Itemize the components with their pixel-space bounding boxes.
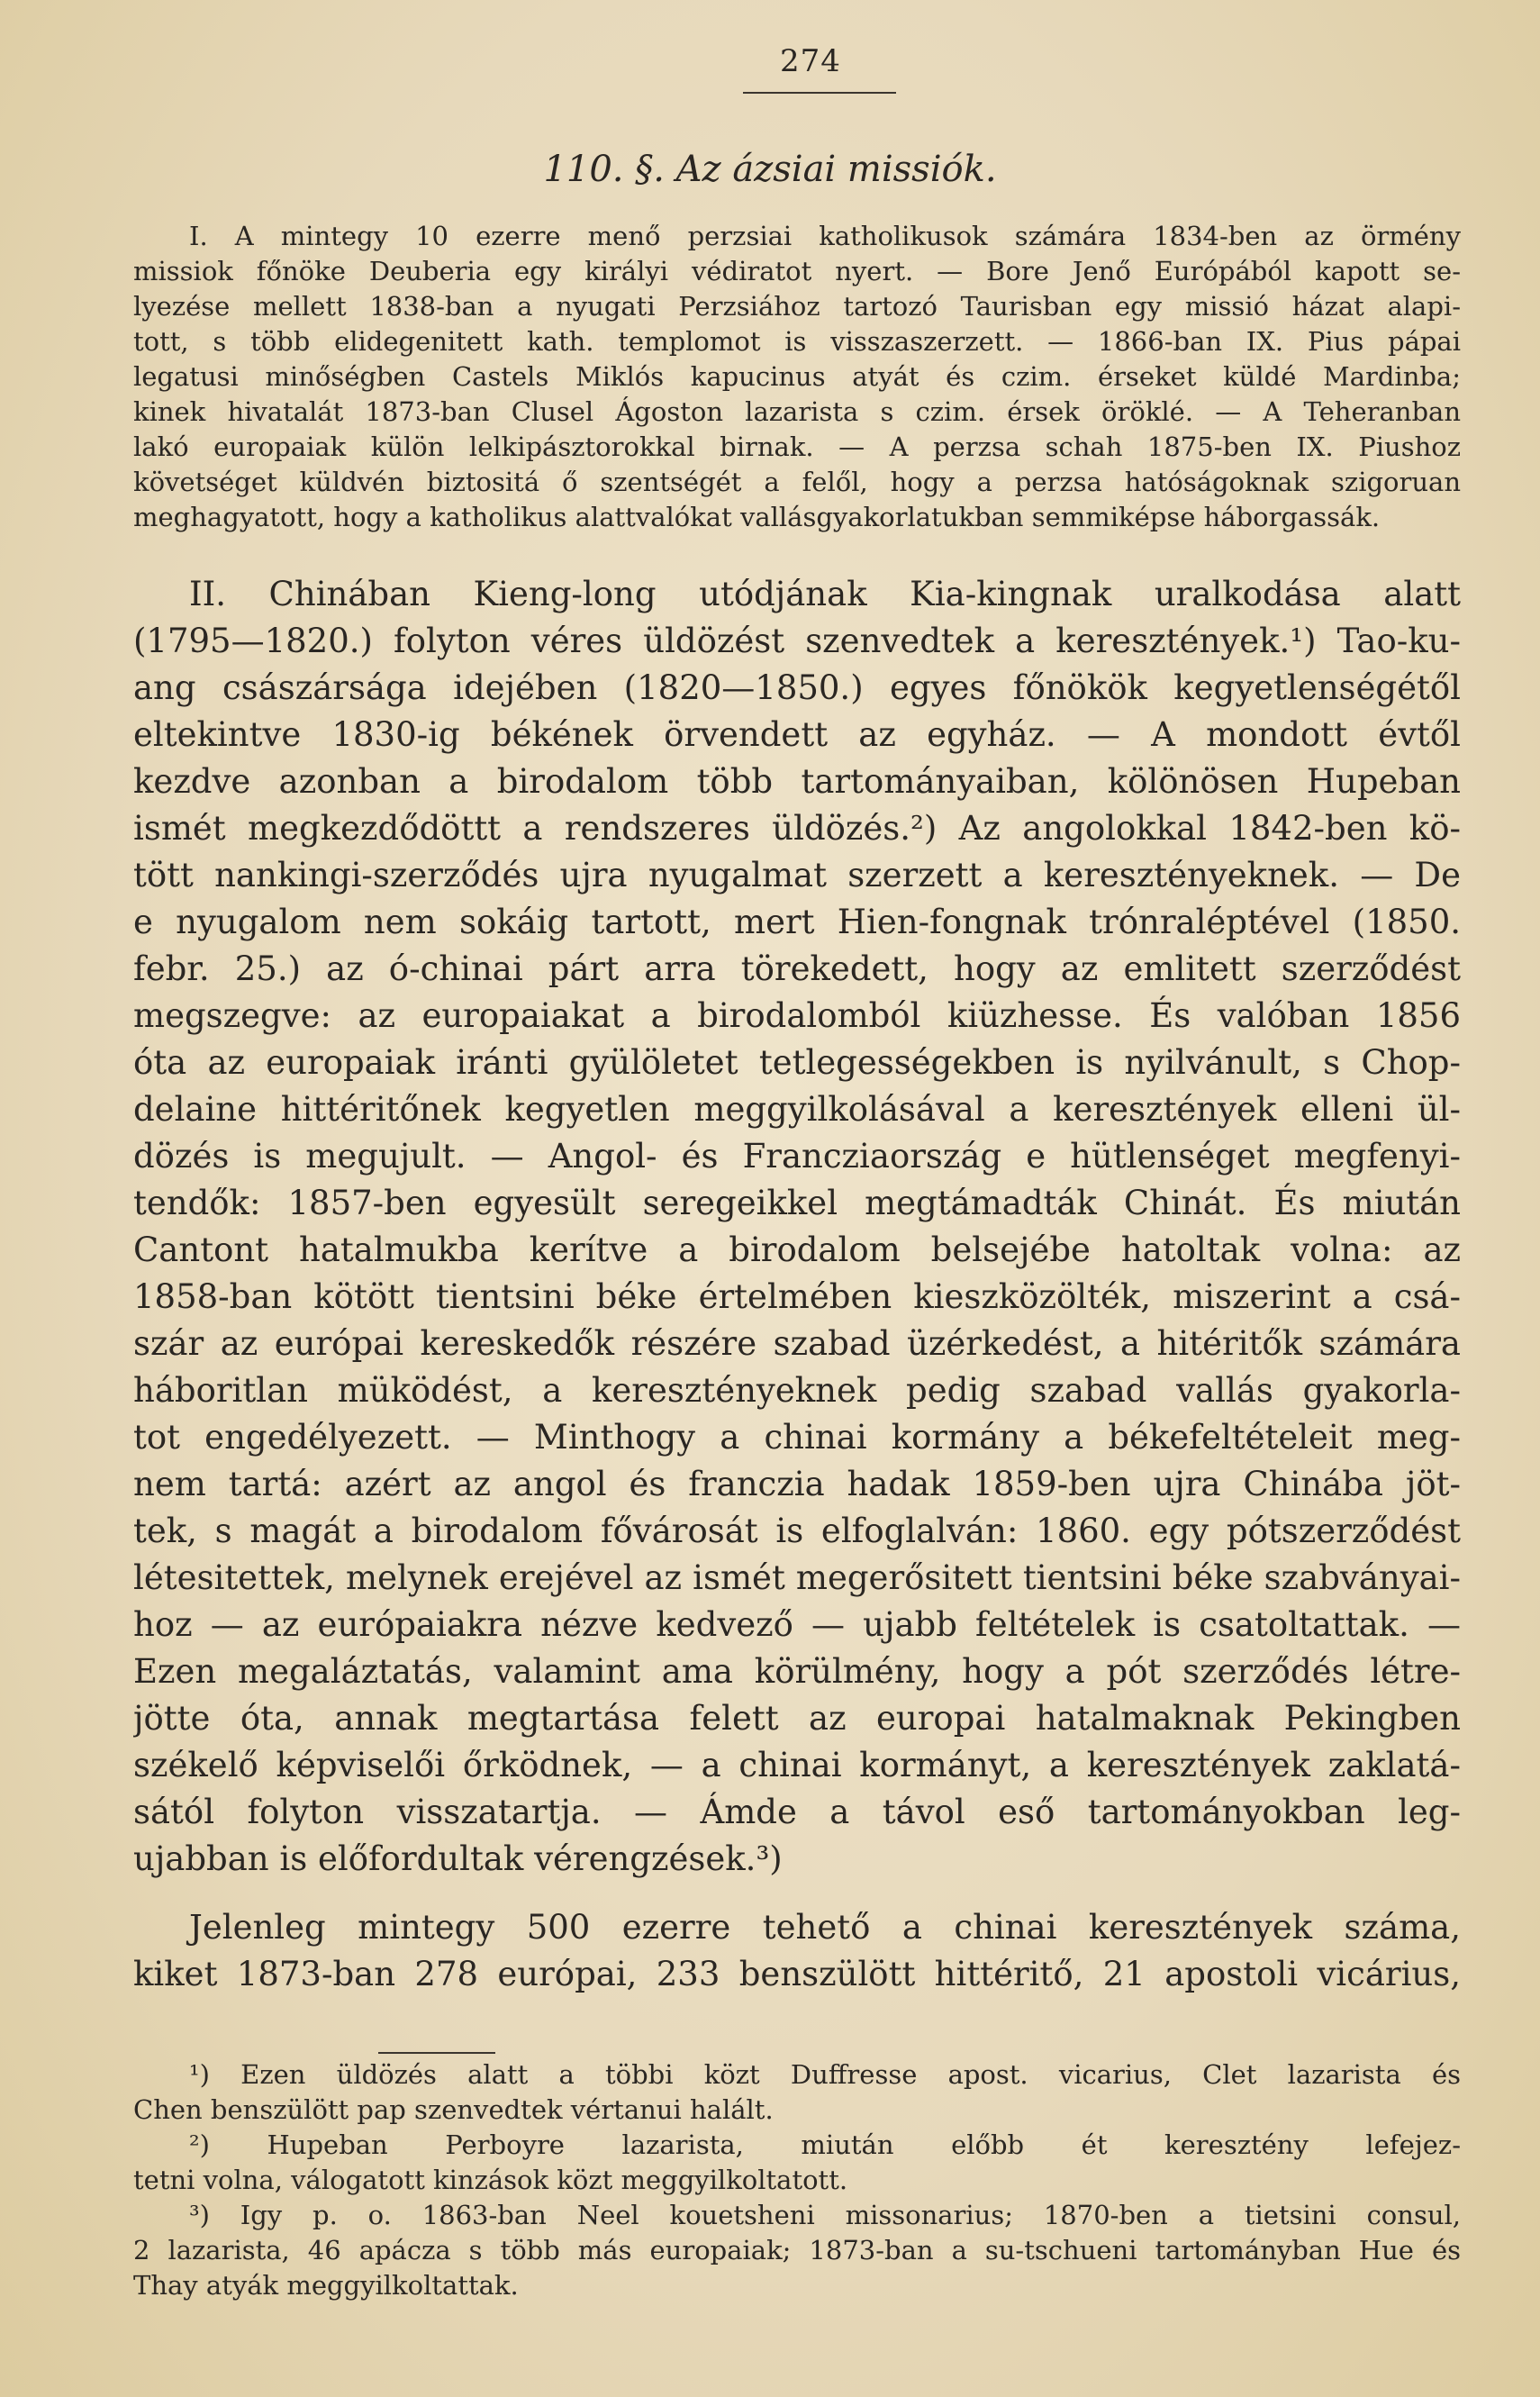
text-line: székelő képviselői őrködnek, — a chinai kormányt, a keresztények zaklatá-: [133, 1746, 1461, 1784]
text-line: Cantont hatalmukba kerítve a birodalom belsejébe hatoltak volna: az: [133, 1230, 1461, 1269]
text-line: ujabban is előfordultak vérengzések.³): [133, 1839, 783, 1878]
text-line: e nyugalom nem sokáig tartott, mert Hien-fongnak trónraléptével (1850.: [133, 903, 1461, 941]
text-line: nem tartá: azért az angol és franczia hadak 1859-ben ujra Chinába jöt-: [133, 1465, 1461, 1503]
text-line: megszegve: az europaiakat a birodalomból kiüzhesse. És valóban 1856: [133, 996, 1461, 1035]
text-line: missiok főnöke Deuberia egy királyi védiratot nyert. — Bore Jenő Európából kapott se-: [133, 256, 1461, 286]
text-line: I. A mintegy 10 ezerre menő perzsiai katholikusok számára 1834-ben az örmény: [189, 221, 1461, 251]
section-three-paragraph: [133, 1904, 1461, 1998]
text-line: tendők: 1857-ben egyesült seregeikkel megtámadták Chinát. És miután: [133, 1184, 1461, 1222]
text-line: szár az európai kereskedők részére szabad üzérkedést, a hitéritők számára: [133, 1324, 1461, 1363]
text-line: febr. 25.) az ó-chinai párt arra törekedett, hogy az emlitett szerződést: [133, 949, 1461, 988]
footnote-line: Thay atyák meggyilkoltattak.: [133, 2270, 519, 2301]
footnote-line: 2 lazarista, 46 apácza s több más europaiak; 1873-ban a su-tschueni tartományban Hue és: [133, 2235, 1461, 2265]
text-line: lyezése mellett 1838-ban a nyugati Perzsiához tartozó Taurisban egy missió házat alapi-: [133, 291, 1461, 322]
text-line: dözés is megujult. — Angol- és Francziaország e hütlenséget megfenyi-: [133, 1137, 1461, 1176]
text-line: sától folyton visszatartja. — Ámde a távol eső tartományokban leg-: [133, 1793, 1461, 1831]
text-line: II. Chinában Kieng-long utódjának Kia-kingnak uralkodása alatt: [189, 575, 1461, 613]
text-line: létesitettek, melynek erejével az ismét megerősitett tientsini béke szabványai-: [133, 1558, 1461, 1597]
footnote-line: tetni volna, válogatott kinzások közt meggyilkoltatott.: [133, 2165, 848, 2195]
text-line: háboritlan müködést, a keresztényeknek pedig szabad vallás gyakorla-: [133, 1371, 1461, 1410]
text-line: meghagyatott, hogy a katholikus alattvalókat vallásgyakorlatukban semmiképse háborgassák.: [133, 502, 1381, 532]
footnotes: [133, 2057, 1461, 2303]
footnote-line: Chen benszülött pap szenvedtek vértanui halált.: [133, 2094, 774, 2125]
text-line: delaine hittéritőnek kegyetlen meggyilkolásával a keresztények elleni ül-: [133, 1090, 1461, 1129]
footnote-line: ³) Igy p. o. 1863-ban Neel kouetsheni missonarius; 1870-ben a tietsini consul,: [189, 2200, 1461, 2230]
text-line: óta az europaiak iránti gyülöletet tetlegességekben is nyilvánult, s Chop-: [133, 1043, 1461, 1082]
text-line: 1858-ban kötött tientsini béke értelmében kieszközölték, miszerint a csá-: [133, 1277, 1461, 1316]
text-line: Jelenleg mintegy 500 ezerre tehető a chinai keresztények száma,: [189, 1908, 1461, 1947]
section-two-paragraph: [133, 571, 1461, 1883]
text-line: jötte óta, annak megtartása felett az europai hatalmaknak Pekingben: [133, 1699, 1461, 1738]
text-line: hoz — az európaiakra nézve kedvező — ujabb feltételek is csatoltattak. —: [133, 1605, 1461, 1644]
footnote-rule: [378, 2052, 495, 2054]
text-line: kinek hivatalát 1873-ban Clusel Ágoston lazarista s czim. érsek öröklé. — A Teheranban: [133, 396, 1461, 427]
text-line: ismét megkezdődöttt a rendszeres üldözés.²) Az angolokkal 1842-ben kö-: [133, 809, 1461, 848]
text-line: tek, s magát a birodalom fővárosát is elfoglalván: 1860. egy pótszerződést: [133, 1512, 1461, 1550]
text-line: lakó europaiak külön lelkipásztorokkal birnak. — A perzsa schah 1875-ben IX. Piushoz: [133, 431, 1461, 462]
text-line: tött nankingi-szerződés ujra nyugalmat szerzett a keresztényeknek. — De: [133, 856, 1461, 894]
page-number: 274: [780, 43, 841, 79]
text-line: eltekintve 1830-ig békének örvendett az egyház. — A mondott évtől: [133, 715, 1461, 754]
section-heading: 110. §. Az ázsiai missiók.: [543, 149, 997, 190]
text-line: Ezen megaláztatás, valamint ama körülmény, hogy a pót szerződés létre-: [133, 1652, 1461, 1691]
text-line: legatusi minőségben Castels Miklós kapucinus atyát és czim. érseket küldé Mardinba;: [133, 361, 1461, 392]
section-one-paragraph: [133, 219, 1461, 535]
text-line: tot engedélyezett. — Minthogy a chinai kormány a békefeltételeit meg-: [133, 1418, 1461, 1457]
text-line: ang császársága idejében (1820—1850.) egyes főnökök kegyetlenségétől: [133, 668, 1461, 707]
page-number-rule: [743, 92, 896, 94]
footnote-line: ¹) Ezen üldözés alatt a többi közt Duffresse apost. vicarius, Clet lazarista és: [189, 2059, 1461, 2090]
text-line: tott, s több elidegenitett kath. templomot is visszaszerzett. — 1866-ban IX. Pius pápai: [133, 326, 1461, 357]
text-line: követséget küldvén biztositá ő szentségét a felől, hogy a perzsa hatóságoknak szigoruan: [133, 467, 1461, 497]
text-line: kiket 1873-ban 278 európai, 233 benszülött hittéritő, 21 apostoli vicárius,: [133, 1955, 1461, 1993]
text-line: kezdve azonban a birodalom több tartományaiban, kölönösen Hupeban: [133, 762, 1461, 801]
footnote-line: ²) Hupeban Perboyre lazarista, miután előbb ét keresztény lefejez-: [189, 2129, 1461, 2160]
text-line: (1795—1820.) folyton véres üldözést szenvedtek a keresztények.¹) Tao-ku-: [133, 622, 1461, 660]
